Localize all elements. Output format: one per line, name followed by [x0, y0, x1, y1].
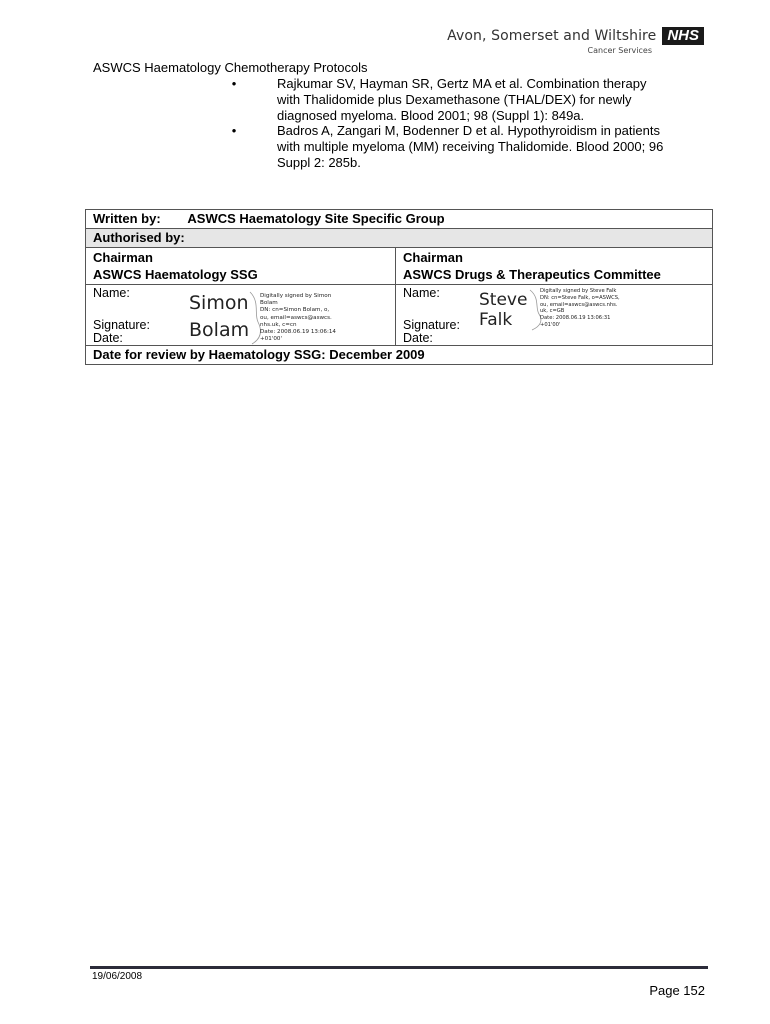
right-role: Chairman [403, 250, 463, 265]
reference-line: with Thalidomide plus Dexamethasone (THAL/DEX) for newly [277, 91, 632, 107]
review-date: Date for review by Haematology SSG: December 2009 [86, 346, 713, 365]
authorised-by-row [86, 229, 713, 248]
page-number: Page 152 [649, 983, 705, 998]
reference-line: Suppl 2: 285b. [277, 154, 361, 170]
right-committee: ASWCS Drugs & Therapeutics Committee [403, 267, 661, 282]
date-label: Date: [403, 331, 433, 345]
review-row [86, 346, 713, 365]
reference-item [229, 123, 709, 170]
footer-divider [90, 966, 708, 969]
chairman-row [86, 248, 713, 285]
written-by-label: Written by: [93, 211, 161, 226]
document-title: ASWCS Haematology Chemotherapy Protocols [93, 60, 368, 75]
right-signature-block [403, 286, 705, 344]
name-label: Name: [93, 286, 130, 300]
written-by-value: ASWCS Haematology Site Specific Group [187, 211, 445, 226]
reference-line: with multiple myeloma (MM) receiving Thalidomide. Blood 2000; 96 [277, 139, 664, 155]
signature-row [86, 285, 713, 346]
logo-org-name: Avon, Somerset and Wiltshire [447, 28, 657, 44]
nhs-logo: NHS [662, 27, 704, 45]
authorisation-table [85, 209, 713, 365]
left-signature-details: Digitally signed by Simon Bolam DN: cn=Simon Bolam, o, ou, email=aswcs@aswcs. nhs.uk, c=cn Date: 2008.06.19 13:06:14 +01'00' [260, 293, 336, 343]
authorised-by-label: Authorised by: [86, 229, 713, 248]
bullet: • [231, 76, 237, 91]
reference-item [229, 76, 709, 123]
date-label: Date: [93, 331, 123, 345]
reference-line: Badros A, Zangari M, Bodenner D et al. Hypothyroidism in patients [277, 123, 660, 139]
reference-line: diagnosed myeloma. Blood 2001; 98 (Suppl 1): 849a. [277, 107, 585, 123]
right-signature-details: Digitally signed by Steve Falk DN: cn=Steve Falk, o=ASWCS, ou, email=aswcs@aswcs.nhs. uk, c=GB Date: 2008.06.19 13:06:31 +01'00' [540, 288, 620, 328]
left-committee: ASWCS Haematology SSG [93, 267, 258, 282]
reference-list [229, 76, 709, 171]
bullet: • [231, 123, 237, 139]
header-logo [447, 27, 704, 55]
right-signer-name: Steve Falk [479, 290, 528, 330]
left-signature-block [93, 286, 388, 344]
signature-label: Signature: [93, 318, 150, 332]
reference-line: Rajkumar SV, Hayman SR, Gertz MA et al. Combination therapy [277, 76, 647, 91]
name-label: Name: [403, 286, 440, 300]
signature-label: Signature: [403, 318, 460, 332]
logo-subtitle: Cancer Services [587, 46, 652, 55]
footer-date: 19/06/2008 [92, 971, 143, 982]
written-by-row [86, 210, 713, 229]
left-signer-name: Simon Bolam [189, 292, 250, 341]
left-role: Chairman [93, 250, 153, 265]
